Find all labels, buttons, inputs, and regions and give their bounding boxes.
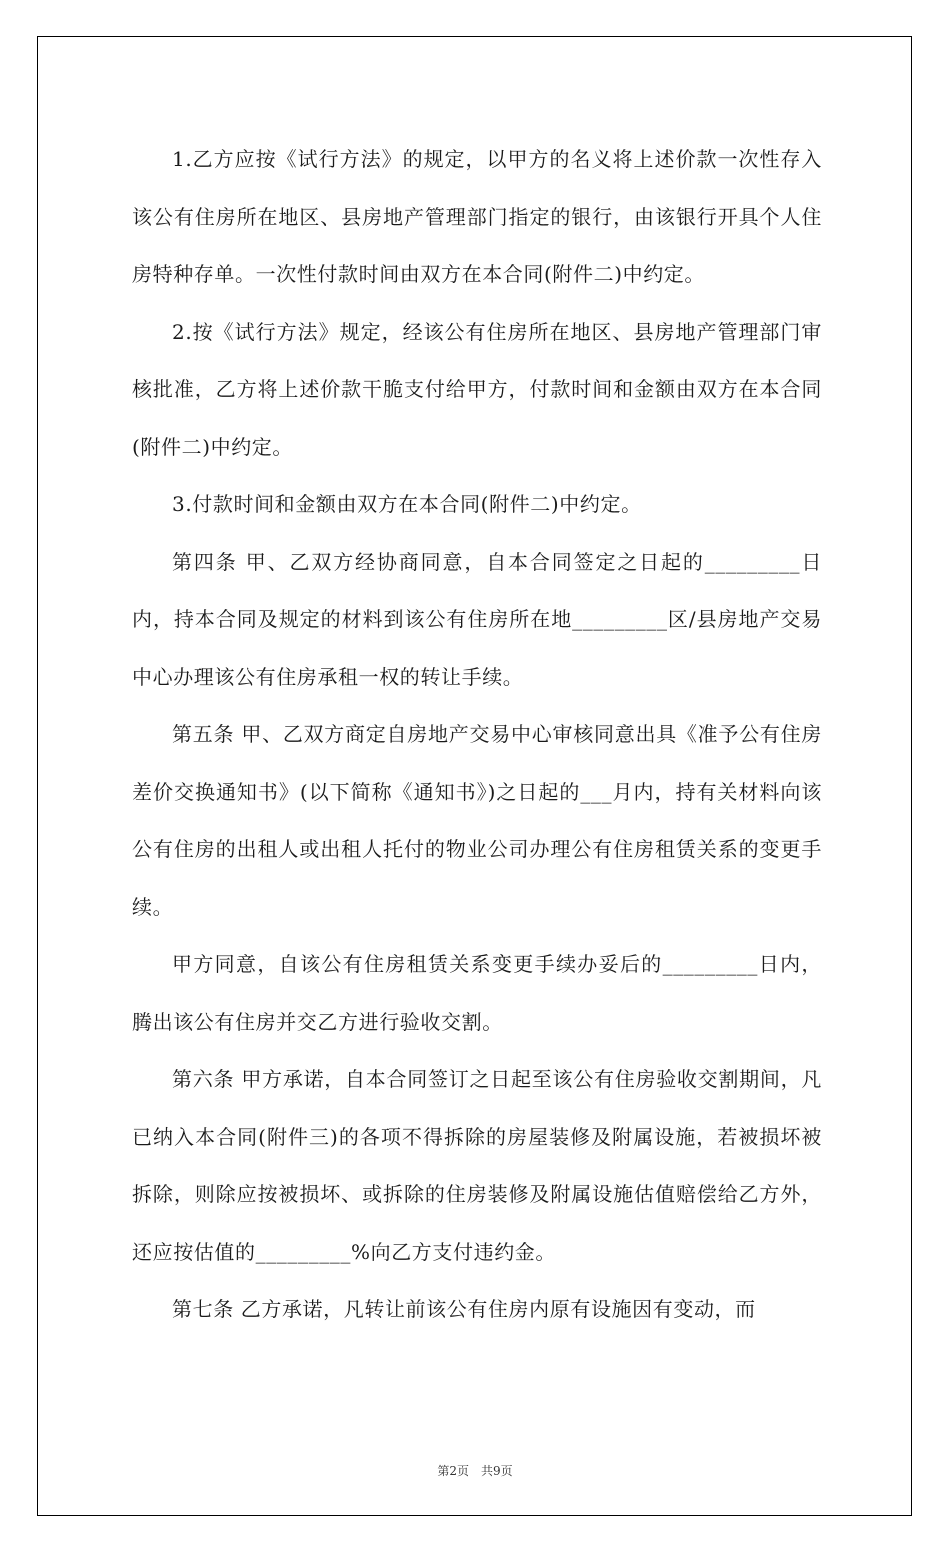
clause-2-paragraph: 2.按《试行方法》规定，经该公有住房所在地区、县房地产管理部门审核批准，乙方将上述价款干脆支付给甲方，付款时间和金额由双方在本合同(附件二)中约定。 [132, 319, 822, 459]
page-number-footer: 第2页 共9页 [437, 1464, 513, 1478]
article-5-paragraph: 第五条 甲、乙双方商定自房地产交易中心审核同意出具《准予公有住房差价交换通知书》(以下简称《通知书》)之日起的___月内，持有关材料向该公有住房的出租人或出租人托付的物业公司办理公有住房租赁关系的变更手续。 [132, 722, 822, 919]
document-body [132, 131, 822, 1339]
article-6-paragraph: 第六条 甲方承诺，自本合同签订之日起至该公有住房验收交割期间，凡已纳入本合同(附件三)的各项不得拆除的房屋装修及附属设施，若被损坏被拆除，则除应按被损坏、或拆除的住房装修及附属设施估值赔偿给乙方外，还应按估值的_________%向乙方支付违约金。 [132, 1067, 822, 1264]
party-a-agreement-paragraph: 甲方同意，自该公有住房租赁关系变更手续办妥后的_________日内，腾出该公有住房并交乙方进行验收交割。 [132, 952, 822, 1034]
clause-3-paragraph: 3.付款时间和金额由双方在本合同(附件二)中约定。 [172, 492, 642, 516]
article-4-paragraph: 第四条 甲、乙双方经协商同意，自本合同签定之日起的_________日内，持本合同及规定的材料到该公有住房所在地_________区/县房地产交易中心办理该公有住房承租一权的转让手续。 [132, 549, 822, 689]
article-7-paragraph: 第七条 乙方承诺，凡转让前该公有住房内原有设施因有变动，而 [172, 1297, 756, 1321]
clause-1-paragraph: 1.乙方应按《试行方法》的规定，以甲方的名义将上述价款一次性存入该公有住房所在地区、县房地产管理部门指定的银行，由该银行开具个人住房特种存单。一次性付款时间由双方在本合同(附件二)中约定。 [132, 147, 822, 286]
